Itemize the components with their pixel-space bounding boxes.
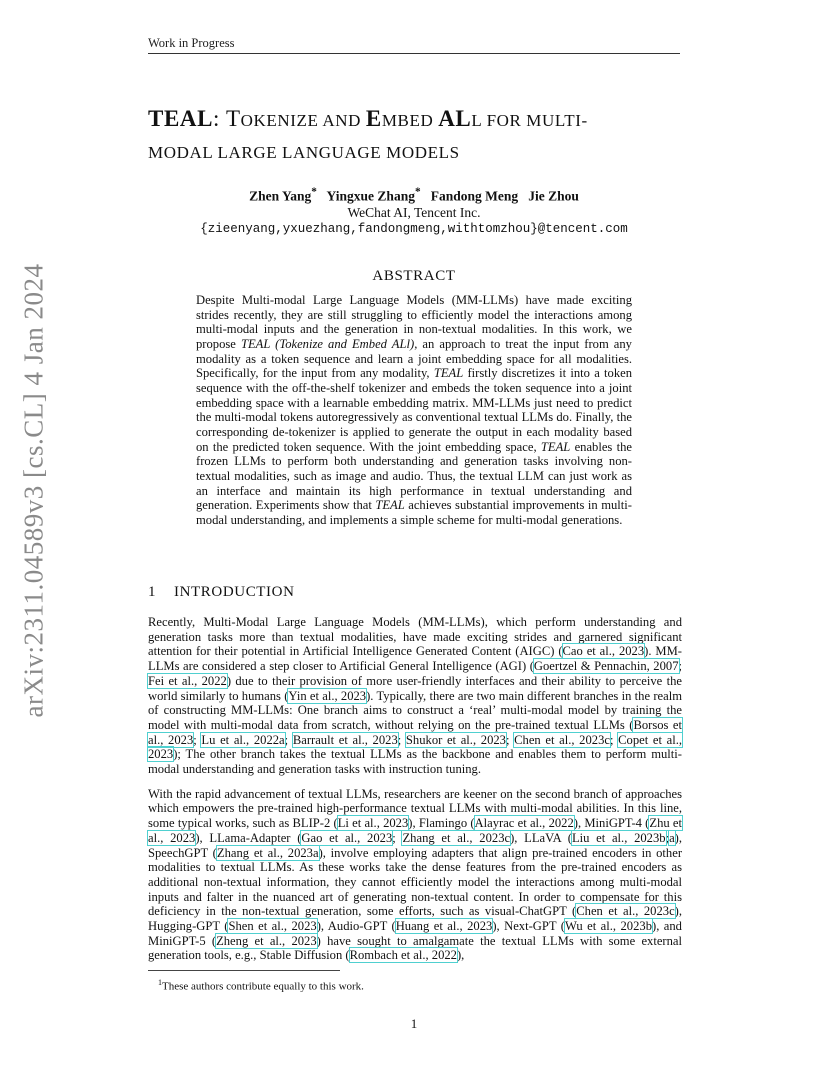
citation-link[interactable]: Zhu et al., 2023: [148, 816, 682, 845]
citation-link[interactable]: Copet et al., 2023: [148, 732, 683, 762]
author-names: [148, 184, 680, 205]
title-line-2: MODAL LARGE LANGUAGE MODELS: [148, 143, 460, 162]
citation-link[interactable]: Huang et al., 2023: [395, 919, 493, 934]
citation-link[interactable]: Fei et al., 2022: [148, 673, 227, 688]
citation-link[interactable]: Zheng et al., 2023: [216, 933, 317, 948]
text-run: ), MiniGPT-4 (: [573, 816, 650, 831]
text-run: ), Next-GPT (: [492, 919, 565, 934]
citation-link[interactable]: Lu et al., 2022a: [201, 732, 285, 747]
footnote: [158, 976, 658, 994]
abstract-text: Despite Multi-modal Large Language Models (MM-LLMs) have made exciting strides recently, they are still struggling to efficiently model the interactions among multi-modal inputs and the generation in non-textual modalities. In this work, we propose: [196, 293, 632, 351]
citation-link[interactable]: Yin et al., 2023: [288, 688, 367, 703]
abstract-text: firstly discretizes it into a token sequence with the off-the-shelf tokenizer and embeds the token sequence into a joint embedding space with a learnable embedding matrix. MM-LLMs just need to predict the multi-modal tokens autoregressively as conventional textual LLMs do. Finally, the corresponding de-tokenizer is applied to generate the output in each modality based on the predicted token sequence. With the joint embedding space,: [196, 366, 633, 454]
running-head: Work in Progress: [148, 36, 680, 54]
paper-title: [148, 104, 708, 168]
equal-contrib-mark: *: [414, 186, 421, 198]
text-run: ;: [665, 830, 670, 845]
citation-link[interactable]: Liu et al., 2023b: [571, 830, 666, 845]
section-number: 1: [148, 584, 157, 600]
author-block: [148, 184, 680, 237]
arxiv-stamp: arXiv:2311.04589v3 [cs.CL] 4 Jan 2024: [18, 263, 49, 717]
text-run: ;: [397, 732, 406, 747]
abstract-emph: TEAL (Tokenize and Embed ALl): [240, 336, 415, 351]
section-title: INTRODUCTION: [174, 584, 295, 600]
text-run: ),: [456, 948, 465, 963]
citation-link[interactable]: Goertzel & Pennachin, 2007: [533, 659, 679, 674]
text-run: ;: [505, 732, 515, 747]
abstract-heading: ABSTRACT: [372, 268, 456, 284]
abstract-emph: TEAL: [375, 498, 405, 513]
abstract-body: [196, 293, 632, 528]
footnote-text: These authors contribute equally to this work.: [162, 980, 364, 993]
text-run: ), and MiniGPT-5 (: [148, 919, 682, 948]
citation-link[interactable]: Zhang et al., 2023c: [402, 830, 511, 845]
paragraph: [148, 615, 682, 777]
abstract-text: enables the frozen LLMs to perform both understanding and generation tasks involving non-textual modalities, such as image and audio. Thus, the textual LLM can just work as an interface and maintain its high performance in textual understanding and generation. Experiments show that: [196, 439, 632, 513]
text-run: ) have sought to amalgamate the textual LLMs with some external generation tools, e.g., Stable Diffusion (: [148, 933, 682, 963]
title-part: TEAL: [148, 106, 214, 131]
text-run: ), involve employing adapters that align pre-trained encoders in other modalities to textual LLMs. As these works take the dense features from the pre-trained encoders as additional non-textual information, they cannot efficiently model the interactions among multi-modal inputs and falter in the nuanced art of generating non-textual content. In order to compensate for this deficiency in the non-textual generation, some efforts, such as visual-ChatGPT (: [148, 845, 683, 919]
text-run: ), LLaVA (: [510, 830, 572, 845]
author-emails[interactable]: {zieenyang,yxuezhang,fandongmeng,withtomzhou}@tencent.com: [200, 221, 628, 236]
text-run: ) due to their provision of more user-friendly interfaces and their ability to perceive the world similarly to humans (: [148, 673, 682, 703]
abstract-text: achieves substantial improvements in multi-modal understanding, and implements a simple scheme for multi-modal generations.: [196, 498, 632, 527]
text-run: ;: [392, 830, 403, 845]
text-run: ;: [193, 732, 202, 747]
text-run: With the rapid advancement of textual LLMs, researchers are keener on the second branch of approaches which empowers the pre-trained high-performance textual LLMs with multi-modal abilities. In this line, some typical works, such as BLIP-2 (: [148, 786, 682, 831]
footnote-mark: 1: [158, 978, 162, 987]
footnote-rule: [148, 970, 340, 971]
citation-link[interactable]: Chen et al., 2023c: [576, 904, 675, 919]
text-run: ). Typically, there are two main different branches in the realm of constructing MM-LLMs: One branch aims to construct a ‘real’ multi-modal model by training the model with multi-modal data from scratch, without relying on the pre-trained textual LLMs (: [148, 688, 683, 732]
text-run: ); The other branch takes the textual LLMs as the backbone and enables them to perform multi-modal understanding and generation tasks with instruction tuning.: [148, 747, 682, 777]
text-run: ), Flamingo (: [408, 816, 475, 831]
text-run: ;: [678, 659, 682, 674]
title-part: OKENIZE AND: [240, 111, 366, 130]
citation-link[interactable]: Rombach et al., 2022: [349, 948, 457, 963]
citation-link[interactable]: Chen et al., 2023c: [514, 732, 610, 747]
title-part: AL: [438, 106, 472, 131]
citation-link[interactable]: Alayrac et al., 2022: [474, 816, 574, 831]
title-part: E: [365, 106, 382, 131]
citation-link[interactable]: Gao et al., 2023: [301, 830, 393, 845]
text-run: Recently, Multi-Modal Large Language Models (MM-LLMs), which perform understanding and generation tasks more than textual modalities, have made exciting strides and garnered significant attention for their potential in Artificial Intelligence Generated Content (AIGC) (: [148, 615, 682, 659]
text-run: ), Audio-GPT (: [316, 919, 396, 934]
section-heading: [148, 584, 680, 601]
text-run: ), Hugging-GPT (: [148, 904, 683, 934]
citation-link[interactable]: Barrault et al., 2023: [292, 732, 398, 747]
text-run: ), SpeechGPT (: [148, 830, 682, 860]
citation-link[interactable]: Borsos et al., 2023: [148, 717, 682, 747]
citation-link[interactable]: Zhang et al., 2023a: [216, 845, 319, 860]
citation-link[interactable]: Shukor et al., 2023: [405, 732, 506, 747]
text-run: ), LLama-Adapter (: [195, 830, 302, 845]
citation-link[interactable]: Cao et al., 2023: [562, 644, 645, 659]
author: Jie Zhou: [528, 188, 579, 204]
paragraph: [148, 787, 682, 963]
body-text: [148, 615, 682, 973]
equal-contrib-mark: *: [311, 186, 317, 198]
text-run: ;: [609, 732, 619, 747]
citation-link[interactable]: Shen et al., 2023: [228, 919, 317, 934]
author: Fandong Meng: [430, 188, 519, 204]
title-part: : T: [213, 106, 241, 131]
text-run: ). MM-LLMs are considered a step closer to Artificial General Intelligence (AGI) (: [148, 644, 682, 674]
title-part: L FOR MULTI-: [471, 111, 588, 130]
citation-link[interactable]: Li et al., 2023: [337, 816, 409, 831]
affiliation: WeChat AI, Tencent Inc.: [347, 204, 481, 220]
arxiv-stamp-container: [14, 263, 54, 717]
author: Yingxue Zhang: [326, 188, 415, 204]
text-run: ;: [284, 732, 293, 747]
author: Zhen Yang: [249, 188, 312, 204]
abstract-emph: TEAL: [433, 366, 464, 381]
title-part: MBED: [381, 111, 439, 130]
abstract-text: , an approach to treat the input from any modality as a token sequence and learn a joint embedding space for all modalities. Specifically, for the input from any modality,: [196, 336, 632, 381]
page-number: 1: [410, 1016, 418, 1031]
abstract-emph: TEAL: [540, 439, 571, 454]
citation-link[interactable]: a: [669, 830, 675, 845]
citation-link[interactable]: Wu et al., 2023b: [565, 919, 652, 934]
